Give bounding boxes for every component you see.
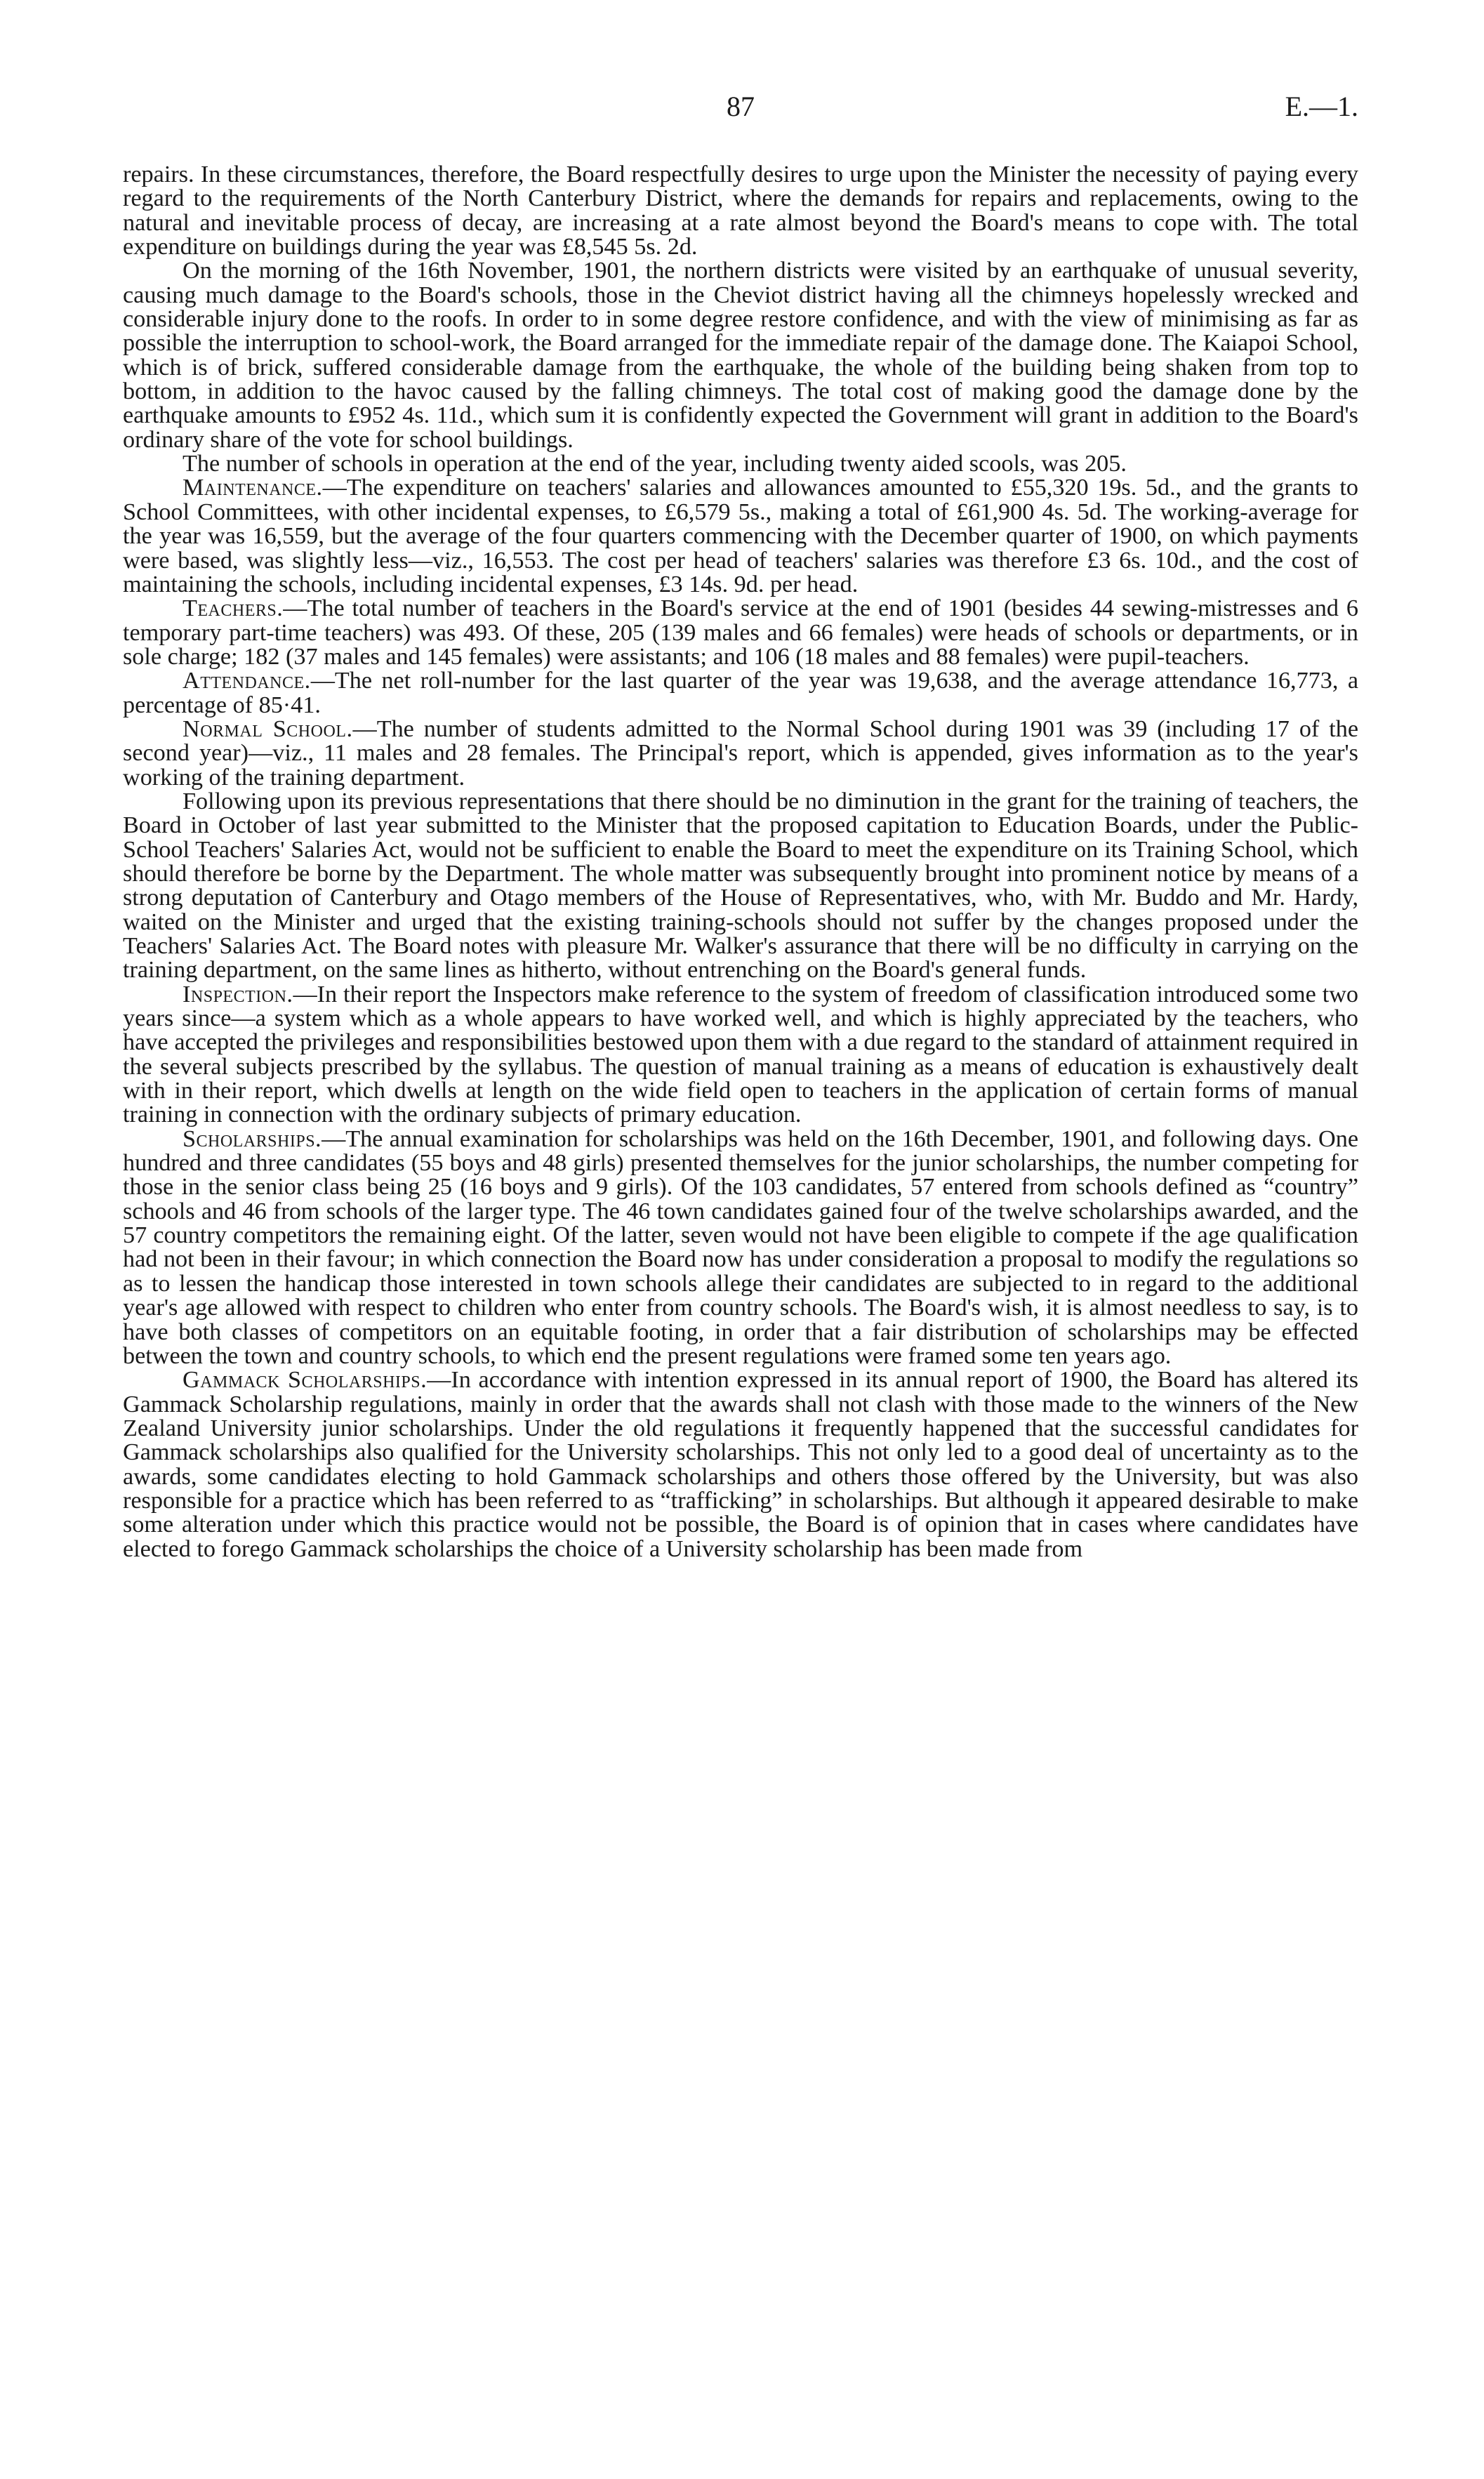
paragraph-maintenance	[123, 476, 1358, 597]
inspection-heading: Inspection.	[183, 981, 293, 1007]
body-text	[123, 163, 1358, 1561]
gammack-text: —In accordance with intention expressed in its annual report of 1900, the Board has altered its Gammack Scholarship regulations, mainly in order that the awards shall not clash with those made to the winners of the New Zealand University junior scholarships. Under the old regulations it frequently happened that the successful candidates for Gammack scholarships also qualified for the University scholarships. This not only led to a good deal of uncertainty as to the awards, some candidates electing to hold Gammack scholarships and others those offered by the University, but was also responsible for a practice which has been referred to as “trafficking” in scholarships. But although it appeared desirable to make some alteration under which this practice would not be possible, the Board is of opinion that in cases where candidates have elected to forego Gammack scholarships the choice of a University scholarship has been made from	[123, 1367, 1358, 1562]
paragraph-earthquake: On the morning of the 16th November, 1901, the northern districts were visited by an earthquake of unusual severity, causing much damage to the Board's schools, those in the Cheviot district having all the chimneys hopelessly wrecked and considerable injury done to the roofs. In order to in some degree restore confidence, and with the view of minimising as far as possible the interruption to school-work, the Board arranged for the immediate repair of the damage done. The Kaiapoi School, which is of brick, suffered considerable damage from the earthquake, the whole of the building being shaken from top to bottom, in addition to the havoc caused by the falling chimneys. The total cost of making good the damage done by the earthquake amounts to £952 4s. 11d., which sum it is confidently expected the Government will grant in addition to the Board's ordinary share of the vote for school buildings.	[123, 258, 1358, 453]
paragraph-buildings-continued: repairs. In these circumstances, therefore, the Board respectfully desires to urge upon the Minister the necessity of paying every regard to the requirements of the North Canterbury District, where the demands for repairs and replacements, owing to the natural and inevitable process of decay, are increasing at a rate almost beyond the Board's means to cope with. The total expenditure on buildings during the year was £8,545 5s. 2d.	[123, 161, 1358, 260]
maintenance-heading: Maintenance.	[183, 475, 323, 501]
scholarships-heading: Scholarships.	[183, 1125, 322, 1152]
paragraph-training-grant: Following upon its previous representations that there should be no diminution in the grant for the training of teachers, the Board in October of last year submitted to the Minister that the proposed capitation to Education Boards, under the Public-School Teachers' Salaries Act, would not be sufficient to enable the Board to meet the expenditure on its Training School, which should therefore be borne by the Department. The whole matter was subsequently brought into prominent notice by means of a strong deputation of Canterbury and Otago members of the House of Representatives, who, with Mr. Buddo and Mr. Hardy, waited on the Minister and urged that the existing training-schools should not suffer by the changes proposed under the Teachers' Salaries Act. The Board notes with pleasure Mr. Walker's assurance that there will be no difficulty in carrying on the training department, on the same lines as hitherto, without entrenching on the Board's general funds.	[123, 788, 1358, 984]
scholarships-text: —The annual examination for scholarships was held on the 16th December, 1901, and following days. One hundred and three candidates (55 boys and 48 girls) presented themselves for the junior scholarships, the number competing for those in the senior class being 25 (16 boys and 9 girls). Of the 103 candidates, 57 entered from schools defined as “country” schools and 46 from schools of the larger type. The 46 town candidates gained four of the twelve scholarships awarded, and the 57 country competitors the remaining eight. Of the latter, seven would not have been eligible to compete if the age qualification had not been in their favour; in which connection the Board now has under consideration a proposal to modify the regulations so as to lessen the handicap those interested in town schools allege their candidates are subjected to in regard to the additional year's age allowed with respect to children who enter from country schools. The Board's wish, it is almost needless to say, is to have both classes of competitors on an equitable footing, in order that a fair distribution of scholarships may be effected between the town and country schools, to which end the present regulations were framed some ten years ago.	[123, 1125, 1358, 1369]
teachers-heading: Teachers.	[183, 595, 284, 622]
inspection-text: —In their report the Inspectors make reference to the system of freedom of classification introduced some two years since—a system which as a whole appears to have worked well, and which is highly appreciated by the teachers, who have accepted the privileges and responsibilities bestowed upon them with a due regard to the standard of attainment required in the several subjects prescribed by the syllabus. The question of manual training as a means of education is exhaustively dealt with in their report, which dwells at length on the wide field open to teachers in the application of certain forms of manual training in connection with the ordinary subjects of primary education.	[123, 981, 1358, 1128]
paragraph-teachers	[123, 597, 1358, 669]
gammack-heading: Gammack Scholarships.	[183, 1367, 428, 1394]
attendance-text: —The net roll-number for the last quarter of the year was 19,638, and the average attendance 16,773, a percentage of 85·41.	[123, 668, 1358, 718]
maintenance-text: —The expenditure on teachers' salaries and allowances amounted to £55,320 19s. 5d., and the grants to School Committees, with other incidental expenses, to £6,579 5s., making a total of £61,900 4s. 5d. The working-average for the year was 16,559, but the average of the four quarters commencing with the December quarter of 1900, on which payments were based, was slightly less—viz., 16,553. The cost per head of teachers' salaries was therefore £3 6s. 10d., and the cost of maintaining the schools, including incidental expenses, £3 14s. 9d. per head.	[123, 475, 1358, 597]
paragraph-attendance	[123, 669, 1358, 718]
page-header	[123, 90, 1358, 132]
paragraph-scholarships	[123, 1125, 1358, 1369]
attendance-heading: Attendance.	[183, 668, 311, 694]
normal-school-text: —The number of students admitted to the Normal School during 1901 was 39 (including 17 of the second year)—viz., 11 males and 28 females. The Principal's report, which is appended, gives information as to the year's working of the training department.	[123, 715, 1358, 791]
teachers-text: —The total number of teachers in the Board's service at the end of 1901 (besides 44 sewing-mistresses and 6 temporary part-time teachers) was 493. Of these, 205 (139 males and 66 females) were heads of schools or departments, or in sole charge; 182 (37 males and 145 females) were assistants; and 106 (18 males and 88 females) were pupil-teachers.	[123, 595, 1358, 670]
paragraph-inspection	[123, 983, 1358, 1128]
page-number: 87	[727, 91, 755, 122]
paragraph-gammack	[123, 1368, 1358, 1561]
normal-school-heading: Normal School.	[183, 715, 353, 742]
document-reference: E.—1.	[1285, 91, 1358, 122]
paragraph-normal-school	[123, 715, 1358, 791]
paragraph-schools-count: The number of schools in operation at the end of the year, including twenty aided scools, was 205.	[183, 451, 1127, 477]
